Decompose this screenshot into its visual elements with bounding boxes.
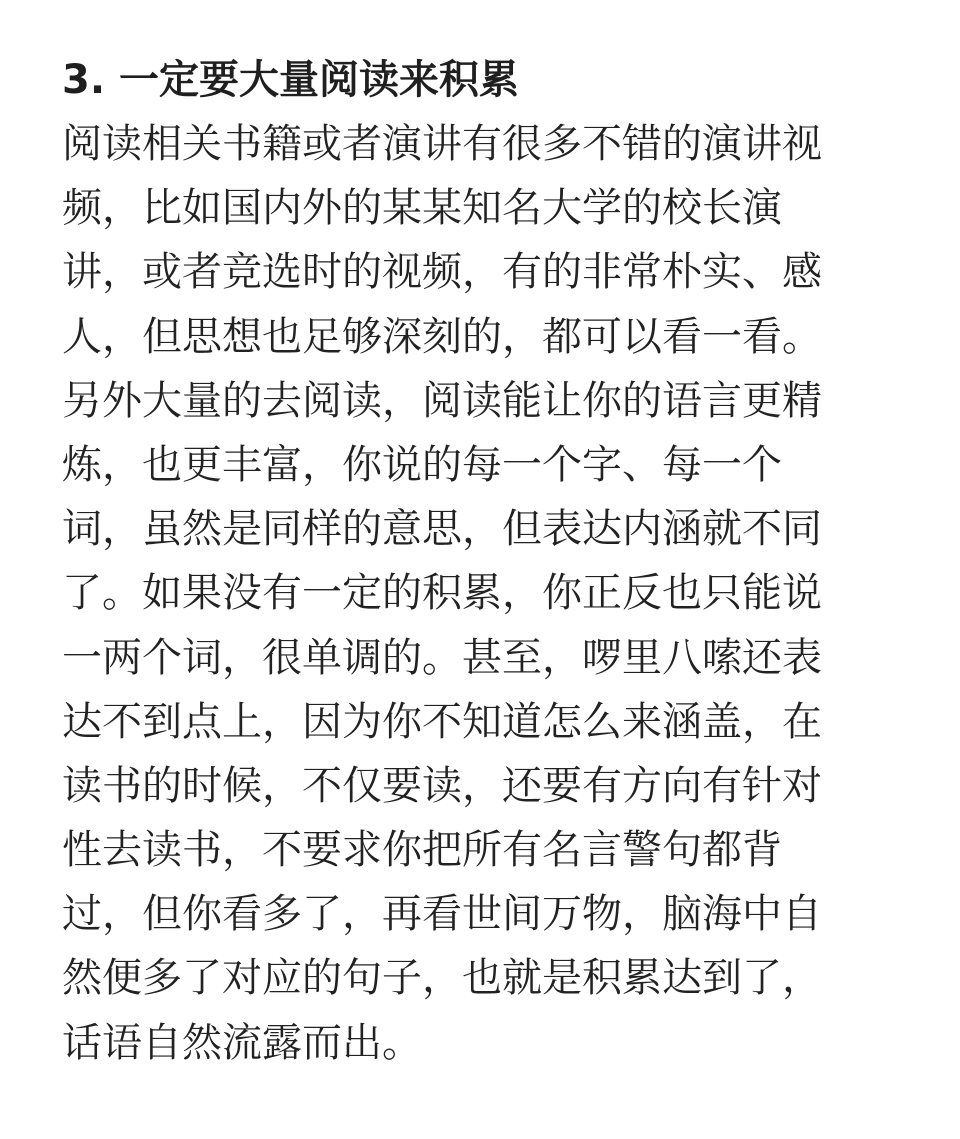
text-line: 频，比如国内外的某某知名大学的校长演: [62, 185, 782, 232]
text-line: 过，但你看多了，再看世间万物，脑海中自: [62, 891, 822, 938]
text-line: 了。如果没有一定的积累，你正反也只能说: [62, 570, 822, 617]
text-line: 人，但思想也足够深刻的，都可以看一看。: [62, 313, 822, 360]
text-line: 一两个词，很单调的。甚至，啰里八嗦还表: [62, 634, 822, 681]
text-line: 话语自然流露而出。: [62, 1019, 422, 1066]
text-line: 读书的时候，不仅要读，还要有方向有针对: [62, 762, 822, 809]
text-line: 阅读相关书籍或者演讲有很多不错的演讲视: [62, 121, 822, 167]
text-line: 炼，也更丰富，你说的每一个字、每一个: [62, 441, 782, 488]
text-line: 达不到点上，因为你不知道怎么来涵盖，在: [62, 698, 822, 745]
text-line: 另外大量的去阅读，阅读能让你的语言更精: [62, 377, 822, 424]
body-paragraph: [62, 112, 922, 1075]
section-heading: 3. 一定要大量阅读来积累: [62, 57, 519, 103]
text-line: 性去读书，不要求你把所有名言警句都背: [62, 827, 782, 874]
text-line: 词，虽然是同样的意思，但表达内涵就不同: [62, 506, 822, 553]
text-line: 讲，或者竞选时的视频，有的非常朴实、感: [62, 249, 822, 296]
text-line: 然便多了对应的句子，也就是积累达到了，: [62, 955, 822, 1002]
